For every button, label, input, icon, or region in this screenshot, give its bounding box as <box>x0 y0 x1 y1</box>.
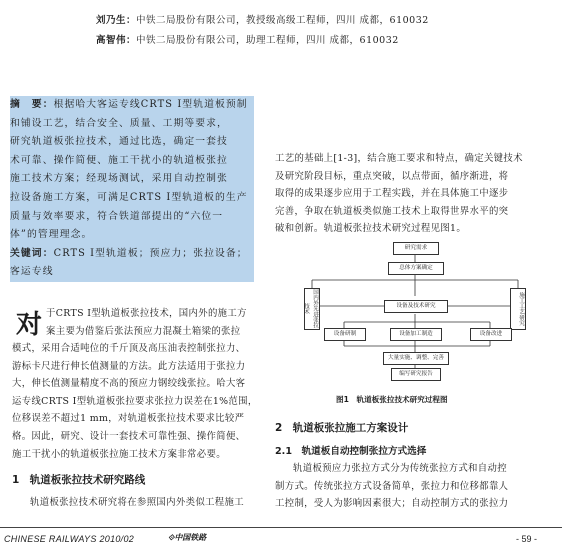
abstract-line: 摘 要：根据哈大客运专线CRTS I型轨道板预制 <box>10 99 248 110</box>
box-equipment-improve: 设备改进 <box>470 328 512 341</box>
box-equipment-research: 设备及技术研究 <box>384 300 448 313</box>
intro-paragraph: 模式，采用合适吨位的千斤顶及高压油表控制张拉力、 游标卡尺进行伸长值测量的方法。此方法适用于张拉力 大，伸长值测量精度不高的预应力钢绞线张拉。哈大客 运专线CRTS I型轨道板张拉要求张拉力误差在1%范围， 位移误差不超过1 mm，对轨道板张拉技术要求比较严 格。因此，研究、设计一套技术可靠性强、操作简便、 施工干扰小的轨道板张拉施工技术方案非常必要。 <box>12 343 258 460</box>
box-left-vertical: 国内外先进张拉技术 <box>303 289 318 329</box>
keywords-label: 关键词： <box>10 247 54 259</box>
section21-paragraph: 轨道板预应力张拉方式分为传统张拉方式和自动控 制方式。传统张拉方式设备简单，张拉力和位移都靠人 工控制，受人为影响因素很大；自动控制方式的张拉力 <box>275 463 509 510</box>
abstract-label: 摘 要： <box>10 99 54 110</box>
journal-name: CHINESE RAILWAYS 2010/02 <box>4 534 135 544</box>
keywords-line: 客运专线 <box>10 266 54 278</box>
abstract-line: 施工技术方案；经现场测试，采用自动控制张 <box>10 173 228 185</box>
section1-paragraph: 轨道板张拉技术研究将在参照国内外类似工程施工 <box>30 497 244 508</box>
author-name: 刘乃生： <box>96 15 137 26</box>
box-right-vertical: 施工工艺研究 <box>510 288 526 330</box>
author-line-1 <box>96 12 429 26</box>
journal-logo: ⟐中国铁路 <box>168 533 207 542</box>
abstract-line: 和铺设工艺，结合安全、质量、工期等要求， <box>10 117 228 129</box>
author-line-2 <box>96 32 399 46</box>
box-equipment-design: 设备研制 <box>324 328 366 341</box>
section2-heading: 2 轨道板张拉施工方案设计 <box>275 422 409 434</box>
page-number: - 59 - <box>516 534 538 544</box>
abstract-block[interactable] <box>10 96 254 282</box>
right-top-paragraph: 工艺的基础上[1-3]，结合施工要求和特点，确定关键技术 及研究阶段目标，重点突破，以点带面，循序渐进，将 取得的成果逐步应用于工程实践，并在具体施工中逐步 完善，争取在轨道板类似施工技术上取得世界水平的突 破和创新。轨道板张拉技术研究过程见图1。 <box>275 153 523 235</box>
box-overall-plan: 总体方案确定 <box>388 262 444 275</box>
dropcap: 对 <box>16 310 43 340</box>
research-process-diagram <box>288 238 542 380</box>
box-report: 编写研究报告 <box>391 368 441 381</box>
box-field-test: 大量实施、调整、完善 <box>383 352 449 365</box>
logo-icon: ⟐ <box>168 533 175 542</box>
section21-heading: 2.1 轨道板自动控制张拉方式选择 <box>275 446 427 457</box>
figure-caption: 图1 轨道板张拉技术研究过程图 <box>336 395 448 404</box>
section1-heading: 1 轨道板张拉技术研究路线 <box>12 474 146 486</box>
abstract-line: 术可靠、操作简便、施工干扰小的轨道板张拉 <box>10 154 228 166</box>
abstract-line: 研究轨道板张拉技术，通过比选，确定一套技 <box>10 136 228 148</box>
box-research-demand: 研究需求 <box>393 242 439 255</box>
intro-dropcap-lines: 于CRTS I型轨道板张拉技术，国内外的施工方 案主要为借鉴后张法预应力混凝土箱梁的张拉 <box>46 308 247 337</box>
abstract-line: 拉设备施工方案，可满足CRTS I型轨道板的生产 <box>10 191 248 203</box>
abstract-line: 质量与效率要求，符合铁道部提出的“六位一 <box>10 210 224 222</box>
abstract-line: 体”的管理理念。 <box>10 229 93 241</box>
footer-rule <box>0 527 562 528</box>
author-affiliation: 中铁二局股份有限公司，助理工程师，四川 成都，610032 <box>136 35 399 46</box>
author-affiliation: 中铁二局股份有限公司，教授级高级工程师，四川 成都，610032 <box>136 15 429 26</box>
author-name: 高智伟： <box>96 35 137 46</box>
keywords-line: 关键词：CRTS I型轨道板；预应力；张拉设备； <box>10 247 248 259</box>
box-equipment-manufacture: 设备加工制造 <box>390 328 442 341</box>
